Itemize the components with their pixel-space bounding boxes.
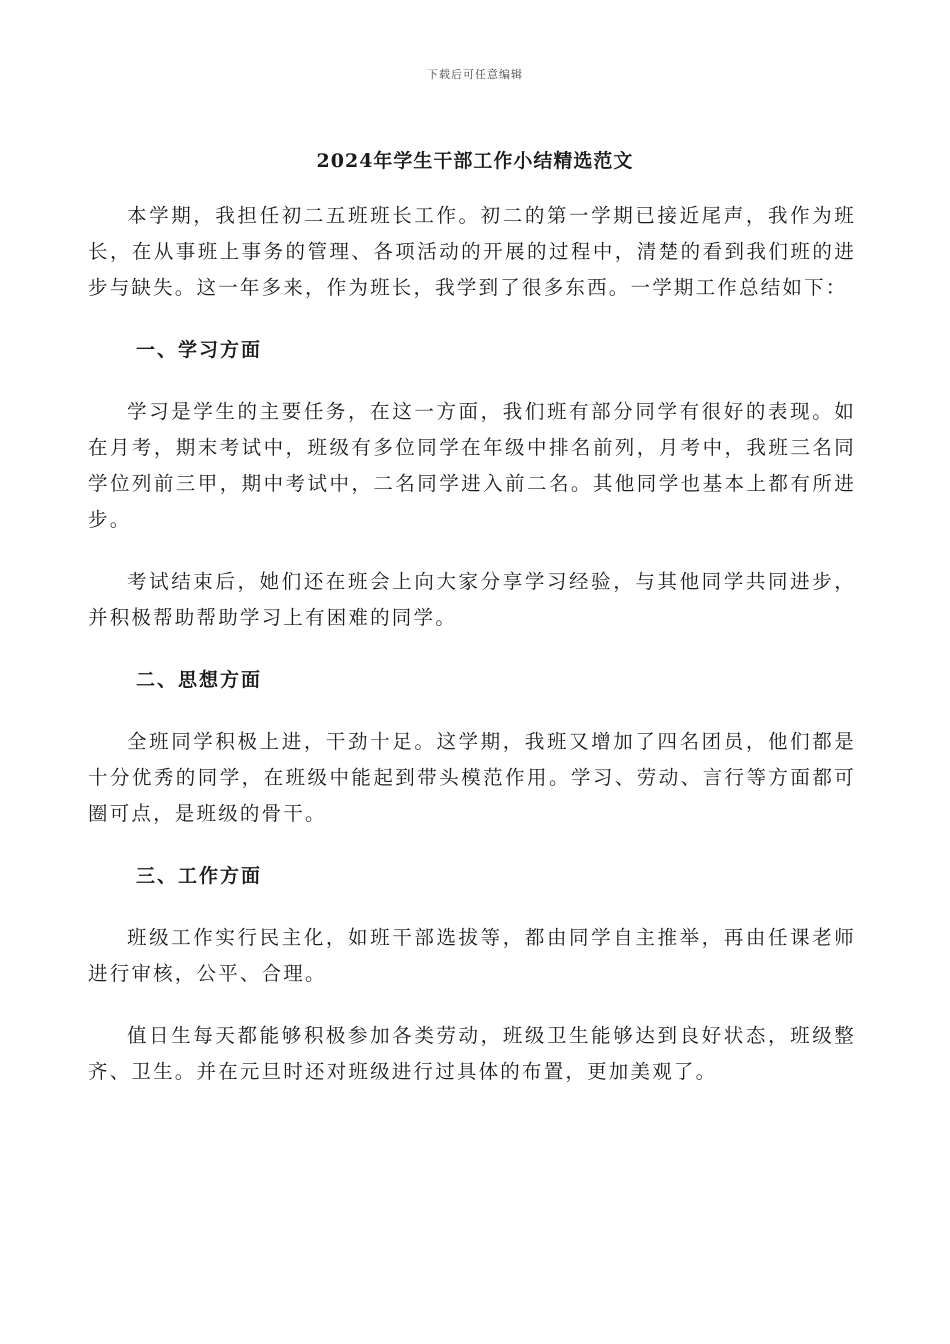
header-note: 下载后可任意编辑 bbox=[427, 68, 523, 81]
document-body bbox=[88, 198, 856, 1116]
page-title: 2024年学生干部工作小结精选范文 bbox=[316, 150, 634, 172]
paragraph-intro: 本学期，我担任初二五班班长工作。初二的第一学期已接近尾声，我作为班长，在从事班上事务的管理、各项活动的开展的过程中，清楚的看到我们班的进步与缺失。这一年多来，作为班长，我学到了很多东西。一学期工作总结如下： bbox=[88, 204, 856, 299]
section-heading-work: 三、工作方面 bbox=[136, 865, 263, 887]
paragraph-work-1: 班级工作实行民主化，如班干部选拔等，都由同学自主推举，再由任课老师进行审核，公平、合理。 bbox=[88, 926, 856, 985]
paragraph-study-1: 学习是学生的主要任务，在这一方面，我们班有部分同学有很好的表现。如在月考，期末考试中，班级有多位同学在年级中排名前列，月考中，我班三名同学位列前三甲，期中考试中，二名同学进入前二名。其他同学也基本上都有所进步。 bbox=[88, 400, 856, 531]
section-heading-study: 一、学习方面 bbox=[136, 339, 263, 361]
paragraph-thought: 全班同学积极上进，干劲十足。这学期，我班又增加了四名团员，他们都是十分优秀的同学，在班级中能起到带头模范作用。学习、劳动、言行等方面都可圈可点，是班级的骨干。 bbox=[88, 730, 856, 825]
section-heading-thought: 二、思想方面 bbox=[136, 669, 263, 691]
paragraph-work-2: 值日生每天都能够积极参加各类劳动，班级卫生能够达到良好状态，班级整齐、卫生。并在元旦时还对班级进行过具体的布置，更加美观了。 bbox=[88, 1024, 856, 1083]
paragraph-study-2: 考试结束后，她们还在班会上向大家分享学习经验，与其他同学共同进步，并积极帮助帮助学习上有困难的同学。 bbox=[88, 570, 856, 629]
